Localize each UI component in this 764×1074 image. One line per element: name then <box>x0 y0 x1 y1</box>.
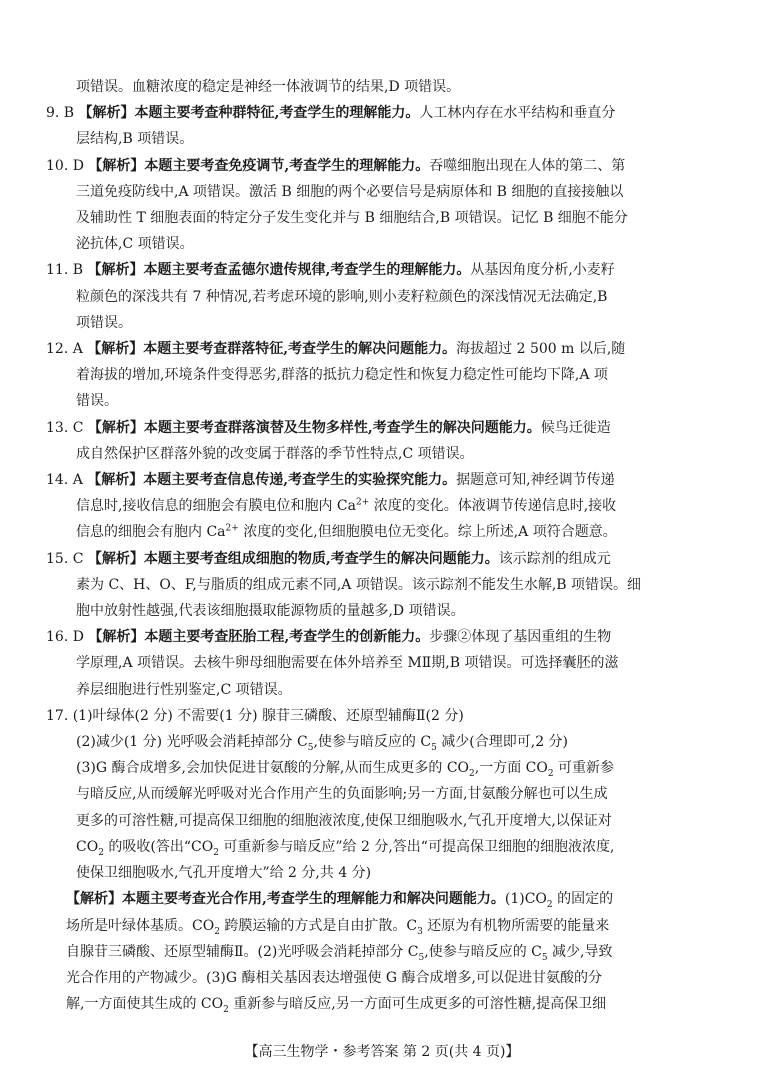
subscript: 2 <box>214 926 220 937</box>
text-line <box>46 336 726 362</box>
text-run: 该示踪剂的组成元 <box>498 550 611 567</box>
text-run: (3)G 酶合成增多,会加快促进甘氨酸的分解,从而生成更多的 CO <box>76 760 470 777</box>
text-run: 15. C <box>46 550 88 567</box>
text-line <box>46 284 726 310</box>
text-run: 减少(合理即可,2 分) <box>436 734 569 751</box>
subscript: 2 <box>213 847 219 858</box>
subscript: 2 <box>547 769 554 780</box>
text-line <box>46 546 726 572</box>
text-line <box>46 388 726 414</box>
text-line <box>46 415 726 441</box>
text-run: 可重新参 <box>553 760 615 777</box>
text-run: 据题意可知,神经调节传递 <box>456 472 615 489</box>
text-run: 养层细胞进行性别鉴定,C 项错误。 <box>76 681 292 698</box>
bold-text: 【解析】本题主要考查免疫调节,考查学生的理解能力。 <box>88 157 430 174</box>
text-run: 及辅助性 T 细胞表面的特定分子发生变化并与 B 细胞结合,B 项错误。记忆 B 细胞不能分 <box>76 210 628 227</box>
text-line <box>46 74 726 100</box>
text-run: 自腺苷三磷酸、还原型辅酶Ⅱ。(2)光呼吸会消耗掉部分 C <box>66 943 419 960</box>
subscript: 5 <box>431 742 437 753</box>
text-run: 使保卫细胞吸水,气孔开度增大”给 2 分,共 4 分) <box>76 865 372 882</box>
bold-text: 【解析】本题主要考查孟德尔遗传规律,考查学生的理解能力。 <box>87 262 471 279</box>
text-run: 信息的细胞会有胞内 Ca <box>76 524 226 541</box>
text-run: 16. D <box>46 629 89 646</box>
text-run: 海拔超过 2 500 m 以后,随 <box>456 341 626 358</box>
answer-text-body <box>46 74 726 1017</box>
text-line <box>46 310 726 336</box>
text-line <box>46 493 726 519</box>
text-run: 减少,导致 <box>547 943 613 960</box>
text-run: 着海拔的增加,环境条件变得恶劣,群落的抵抗力稳定性和恢复力稳定性可能均下降,A 项 <box>76 367 608 384</box>
text-line <box>46 755 726 781</box>
text-line <box>46 598 726 624</box>
text-run: 成自然保护区群落外貌的改变属于群落的季节性特点,C 项错误。 <box>76 445 474 462</box>
text-run: 素为 C、H、O、F,与脂质的组成元素不同,A 项错误。该示踪剂不能发生水解,B 项错误。细 <box>76 576 642 593</box>
text-run: 人工林内存在水平结构和垂直分 <box>419 105 616 122</box>
subscript: 5 <box>307 742 314 753</box>
text-run: 浓度的变化。体液调节传递信息时,接收 <box>369 498 617 515</box>
text-line <box>46 834 726 860</box>
text-line <box>46 913 726 939</box>
text-run: 还原为有机物所需要的能量来 <box>422 917 610 934</box>
text-run: 重新参与暗反应,另一方面可生成更多的可溶性糖,提高保卫细 <box>228 996 607 1013</box>
text-run: 解,一方面使其生成的 CO <box>66 996 224 1013</box>
text-line <box>46 205 726 231</box>
bold-text: 【解析】本题主要考查胚胎工程,考查学生的创新能力。 <box>88 629 430 646</box>
bold-text: 【解析】本题主要考查种群特征,考查学生的理解能力。 <box>78 105 420 122</box>
subscript: 2 <box>98 847 104 858</box>
text-run: 12. A <box>46 341 88 358</box>
text-run: 14. A <box>46 472 88 489</box>
page-footer <box>0 1042 764 1062</box>
text-run: 场所是叶绿体基质。CO <box>66 917 215 934</box>
text-run: 光合作用的产物减少。(3)G 酶相关基因表达增强使 G 酶合成增多,可以促进甘氨酸的分 <box>66 969 602 986</box>
text-run: 与暗反应,从而缓解光呼吸对光合作用产生的负面影响;另一方面,甘氨酸分解也可以生成 <box>76 786 608 803</box>
text-run: 的固定的 <box>552 891 614 908</box>
text-run: 信息时,接收信息的细胞会有膜电位和胞内 Ca <box>76 498 356 515</box>
text-run: 浓度的变化,但细胞膜电位无变化。综上所述,A 项符合题意。 <box>238 524 617 541</box>
text-run: CO <box>76 838 99 855</box>
text-line <box>46 257 726 283</box>
superscript: 2+ <box>225 523 239 534</box>
text-run: 10. D <box>46 157 89 174</box>
subscript: 2 <box>546 900 553 911</box>
subscript: 5 <box>418 952 425 963</box>
text-line <box>46 572 726 598</box>
text-line <box>46 519 726 545</box>
bold-text: 【解析】本题主要考查群落演替及生物多样性,考查学生的解决问题能力。 <box>87 419 541 436</box>
text-run: ,一方面 CO <box>474 760 548 777</box>
bold-text: 【解析】本题主要考查信息传递,考查学生的实验探究能力。 <box>87 472 457 489</box>
text-line <box>46 624 726 650</box>
subscript: 2 <box>469 769 475 780</box>
text-run: 可重新参与暗反应”给 2 分,答出“可提高保卫细胞的细胞液浓度, <box>218 838 615 855</box>
text-line <box>46 441 726 467</box>
subscript: 5 <box>541 952 548 963</box>
text-run: ,使参与暗反应的 C <box>424 943 542 960</box>
text-run: (2)减少(1 分) 光呼吸会消耗掉部分 C <box>76 734 308 751</box>
text-run: 错误。 <box>76 393 118 410</box>
text-line <box>46 860 726 886</box>
subscript: 3 <box>417 926 423 937</box>
text-run: 泌抗体,C 项错误。 <box>76 236 194 253</box>
text-run: 从基因角度分析,小麦籽 <box>470 262 615 279</box>
text-line <box>46 100 726 126</box>
bold-text: 【解析】本题主要考查光合作用,考查学生的理解能力和解决问题能力。 <box>66 891 505 908</box>
text-run: 更多的可溶性糖,可提高保卫细胞的细胞液浓度,使保卫细胞吸水,气孔开度增大,以保证对 <box>76 812 612 829</box>
text-run: 候鸟迁徙造 <box>540 419 611 436</box>
text-line <box>46 703 726 729</box>
text-run: 项错误。血糖浓度的稳定是神经一体液调节的结果,D 项错误。 <box>76 79 461 95</box>
text-run: (1)CO <box>504 891 547 908</box>
text-line <box>46 729 726 755</box>
text-run: 层结构,B 项错误。 <box>76 131 194 148</box>
bold-text: 【解析】本题主要考查群落特征,考查学生的解决问题能力。 <box>87 341 457 358</box>
text-run: 11. B <box>46 262 88 279</box>
text-run: 9. B <box>46 105 79 122</box>
text-line <box>46 808 726 834</box>
text-run: 学原理,A 项错误。去核牛卵母细胞需要在体外培养至 MⅡ期,B 项错误。可选择囊胚的滋 <box>76 655 619 672</box>
text-line <box>46 939 726 965</box>
bold-text: 【解析】本题主要考查组成细胞的物质,考查学生的解决问题能力。 <box>87 550 499 567</box>
text-line <box>46 362 726 388</box>
text-line <box>46 886 726 912</box>
text-line <box>46 153 726 179</box>
footer-text: 【高三生物学・参考答案 第 2 页(共 4 页)】 <box>244 1044 520 1060</box>
text-run: 吞噬细胞出现在人体的第二、第 <box>429 157 626 174</box>
text-line <box>46 126 726 152</box>
text-run: 13. C <box>46 419 88 436</box>
subscript: 2 <box>223 1004 229 1015</box>
text-run: 胞中放射性越强,代表该细胞摄取能源物质的量越多,D 项错误。 <box>76 603 465 620</box>
text-run: ,使参与暗反应的 C <box>313 734 432 751</box>
text-run: 步骤②体现了基因重组的生物 <box>429 629 612 646</box>
text-run: 跨膜运输的方式是自由扩散。C <box>219 917 418 934</box>
text-run: 的吸收(答出“CO <box>103 838 214 855</box>
text-line <box>46 781 726 807</box>
text-run: 17. (1)叶绿体(2 分) 不需要(1 分) 腺苷三磷酸、还原型辅酶Ⅱ(2 分) <box>46 707 464 724</box>
text-run: 三道免疫防线中,A 项错误。激活 B 细胞的两个必要信号是病原体和 B 细胞的直接接触以 <box>76 183 624 200</box>
text-line <box>46 179 726 205</box>
text-line <box>46 991 726 1017</box>
text-run: 粒颜色的深浅共有 7 种情况,若考虑环境的影响,则小麦籽粒颜色的深浅情况无法确定,B <box>76 288 608 305</box>
text-run: 项错误。 <box>76 314 132 331</box>
text-line <box>46 467 726 493</box>
text-line <box>46 231 726 257</box>
text-line <box>46 965 726 991</box>
text-line <box>46 677 726 703</box>
superscript: 2+ <box>355 497 370 508</box>
text-line <box>46 650 726 676</box>
